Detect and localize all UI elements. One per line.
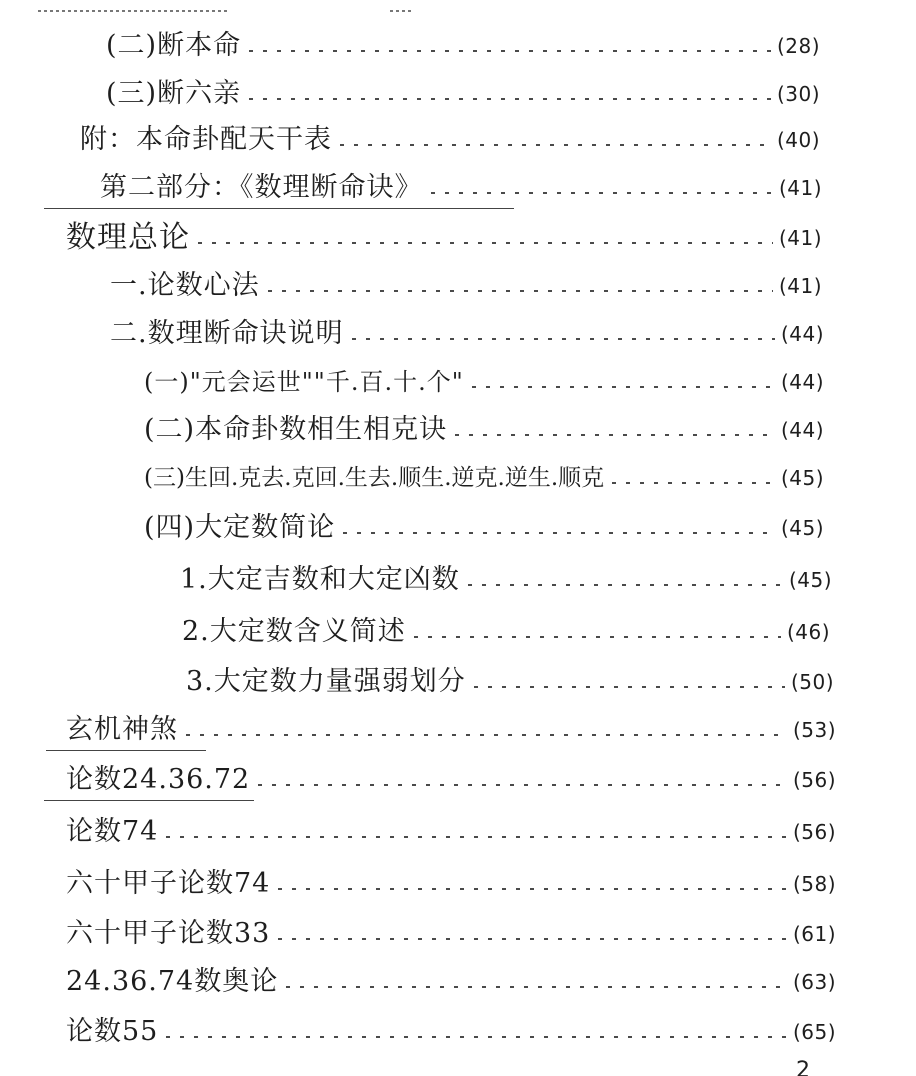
toc-entry-page: (61) (792, 922, 836, 946)
toc-entry[interactable] (144, 410, 824, 450)
toc-entry-page: (44) (780, 418, 824, 442)
toc-entry-title: 一.论数心法 (110, 270, 260, 301)
toc-entry[interactable] (66, 760, 836, 800)
toc-entry-title: 2.大定数含义简述 (182, 616, 406, 647)
top-scan-mark-2 (390, 10, 414, 12)
toc-entry[interactable] (144, 508, 824, 548)
toc-entry[interactable] (100, 168, 822, 208)
dot-leader (286, 986, 787, 988)
dot-leader (268, 290, 773, 292)
dot-leader (474, 686, 785, 688)
dot-leader (431, 192, 773, 194)
toc-entry-page: (41) (778, 274, 822, 298)
section-underline (44, 208, 514, 209)
toc-entry-page: (50) (790, 670, 834, 694)
toc-entry[interactable] (66, 710, 836, 750)
toc-entry[interactable] (144, 362, 824, 402)
toc-entry[interactable] (66, 864, 836, 904)
toc-entry[interactable] (66, 812, 836, 852)
dot-leader (249, 98, 771, 100)
toc-entry-title: (一)"元会运世""千.百.十.个" (144, 368, 464, 396)
toc-entry-page: (45) (788, 568, 832, 592)
toc-entry-page: (53) (792, 718, 836, 742)
toc-entry-page: (63) (792, 970, 836, 994)
toc-entry-page: (45) (780, 516, 824, 540)
toc-entry[interactable] (106, 26, 820, 66)
dot-leader (343, 532, 775, 534)
toc-entry-title: 玄机神煞 (66, 714, 178, 745)
toc-entry[interactable] (182, 612, 830, 652)
toc-entry-page: (56) (792, 768, 836, 792)
dot-leader (249, 50, 771, 52)
toc-entry-title: 六十甲子论数33 (66, 918, 271, 949)
dot-leader (166, 836, 787, 838)
toc-entry-page: (46) (786, 620, 830, 644)
dot-leader (414, 636, 781, 638)
toc-entry-title: 3.大定数力量强弱划分 (186, 666, 466, 697)
toc-entry[interactable] (80, 120, 820, 160)
toc-entry[interactable] (186, 662, 834, 702)
dot-leader (186, 734, 787, 736)
toc-entry[interactable] (110, 314, 824, 354)
toc-entry[interactable] (66, 962, 836, 1002)
toc-entry-title: (三)生回.克去.克回.生去.顺生.逆克.逆生.顺克 (144, 465, 605, 491)
toc-entry[interactable] (66, 1012, 836, 1052)
toc-entry-title: 1.大定吉数和大定凶数 (180, 564, 460, 595)
dot-leader (455, 434, 775, 436)
dot-leader (166, 1036, 787, 1038)
toc-entry-page: (41) (778, 176, 822, 200)
toc-entry-title: 附：本命卦配天干表 (80, 124, 332, 155)
toc-entry-page: (28) (776, 34, 820, 58)
toc-entry-page: (44) (780, 322, 824, 346)
section-underline (46, 750, 206, 751)
dot-leader (472, 386, 775, 388)
toc-entry-title: (三)断六亲 (106, 78, 242, 109)
toc-entry[interactable] (106, 74, 820, 114)
toc-entry-title: 六十甲子论数74 (66, 868, 271, 899)
toc-entry-title: 论数55 (66, 1016, 159, 1047)
toc-entry[interactable] (66, 914, 836, 954)
toc-entry-title: 论数74 (66, 816, 159, 847)
toc-entry-title: (二)断本命 (106, 30, 242, 61)
dot-leader (258, 784, 787, 786)
dot-leader (340, 144, 771, 146)
toc-entry[interactable] (66, 218, 822, 258)
toc-entry-page: (30) (776, 82, 820, 106)
toc-entry-page: (45) (780, 466, 824, 490)
section-underline (44, 800, 254, 801)
dot-leader (278, 938, 787, 940)
toc-entry-page: (58) (792, 872, 836, 896)
toc-entry[interactable] (180, 560, 832, 600)
toc-entry-page: (44) (780, 370, 824, 394)
toc-entry-title: 第二部分：《数理断命诀》 (100, 172, 423, 203)
dot-leader (278, 888, 787, 890)
toc-entry-title: (二)本命卦数相生相克诀 (144, 414, 448, 445)
dot-leader (612, 482, 775, 484)
toc-entry[interactable] (144, 458, 824, 498)
top-scan-mark (38, 10, 228, 12)
toc-entry-title: 论数24.36.72 (66, 764, 251, 795)
toc-entry-page: (56) (792, 820, 836, 844)
dot-leader (468, 584, 783, 586)
toc-entry-page: (65) (792, 1020, 836, 1044)
toc-entry[interactable] (110, 266, 822, 306)
toc-entry-title: 二.数理断命诀说明 (110, 318, 344, 349)
toc-entry-page: (40) (776, 128, 820, 152)
page-number: 2 (796, 1058, 810, 1076)
toc-entry-title: (四)大定数简论 (144, 512, 336, 543)
toc-entry-title: 24.36.74数奥论 (66, 966, 279, 997)
dot-leader (352, 338, 775, 340)
toc-entry-title: 数理总论 (66, 220, 190, 255)
toc-entry-page: (41) (778, 226, 822, 250)
dot-leader (198, 242, 773, 244)
